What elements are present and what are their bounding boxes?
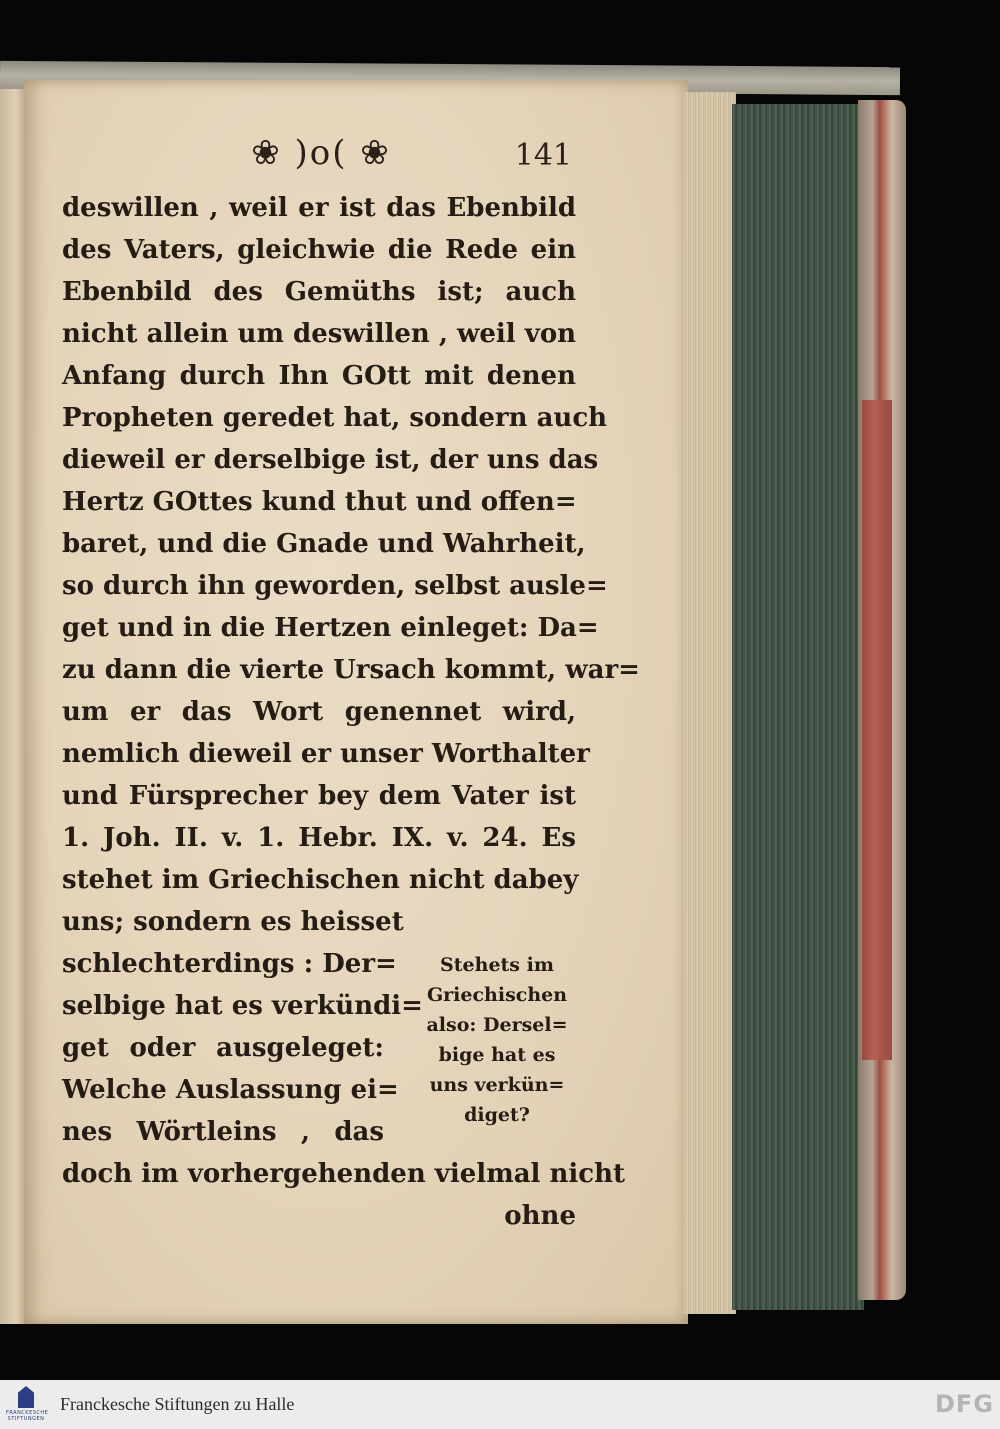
- text-line: schlechterdings : Der=: [62, 949, 397, 979]
- text-line: nicht allein um deswillen , weil von: [62, 319, 577, 349]
- marginal-note-line: Griechischen: [426, 984, 568, 1006]
- text-line: deswillen , weil er ist das Ebenbild: [62, 193, 576, 223]
- text-line: nemlich dieweil er unser Worthalter: [62, 739, 590, 769]
- logo-label: FRANCKESCHE STIFTUNGEN: [6, 1410, 49, 1422]
- text-line: nes Wörtleins , das: [62, 1117, 384, 1147]
- footer-bar: [0, 1380, 1000, 1429]
- text-line: baret, und die Gnade und Wahrheit,: [62, 529, 586, 559]
- marginal-note-line: Stehets im: [440, 954, 554, 976]
- text-line: stehet im Griechischen nicht dabey: [62, 865, 579, 895]
- text-line: uns; sondern es heisset: [62, 907, 404, 937]
- marginal-note-line: uns verkün=: [429, 1074, 565, 1096]
- building-icon: [18, 1386, 34, 1408]
- dfg-logo[interactable]: DFG: [934, 1390, 994, 1418]
- page-number: 141: [514, 138, 572, 173]
- text-line: dieweil er derselbige ist, der uns das: [62, 445, 599, 475]
- text-line: get oder ausgeleget:: [62, 1033, 384, 1063]
- text-line: get und in die Hertzen einleget: Da=: [62, 613, 599, 643]
- franckesche-stiftungen-logo[interactable]: [6, 1384, 49, 1424]
- text-line: Anfang durch Ihn GOtt mit denen: [62, 361, 576, 391]
- marginal-note-line: diget?: [464, 1104, 530, 1126]
- text-line: Hertz GOttes kund thut und offen=: [62, 487, 577, 517]
- institution-link[interactable]: Franckesche Stiftungen zu Halle: [60, 1394, 295, 1414]
- text-line: und Fürsprecher bey dem Vater ist: [62, 781, 576, 811]
- marginal-note-line: bige hat es: [438, 1044, 556, 1066]
- text-line: 1. Joh. II. v. 1. Hebr. IX. v. 24. Es: [62, 823, 576, 853]
- catchword: ohne: [504, 1201, 576, 1231]
- text-line: so durch ihn geworden, selbst ausle=: [62, 571, 608, 601]
- marginal-note-line: also: Dersel=: [426, 1014, 568, 1036]
- page-stack-edge: [684, 92, 736, 1314]
- text-line: doch im vorhergehenden vielmal nicht: [62, 1159, 625, 1189]
- text-line: zu dann die vierte Ursach kommt, war=: [62, 655, 640, 685]
- header-ornament: ❀ )o( ❀: [251, 133, 391, 173]
- text-line: Propheten geredet hat, sondern auch: [62, 403, 608, 433]
- text-line: selbige hat es verkündi=: [62, 991, 423, 1021]
- text-line: um er das Wort genennet wird,: [62, 697, 576, 727]
- book-cover-right: [858, 100, 906, 1300]
- previous-page-edge: [0, 84, 27, 1324]
- text-line: Ebenbild des Gemüths ist; auch: [62, 277, 576, 307]
- text-line: des Vaters, gleichwie die Rede ein: [62, 235, 576, 265]
- book-fore-edge: [732, 104, 864, 1310]
- text-line: Welche Auslassung ei=: [62, 1075, 399, 1105]
